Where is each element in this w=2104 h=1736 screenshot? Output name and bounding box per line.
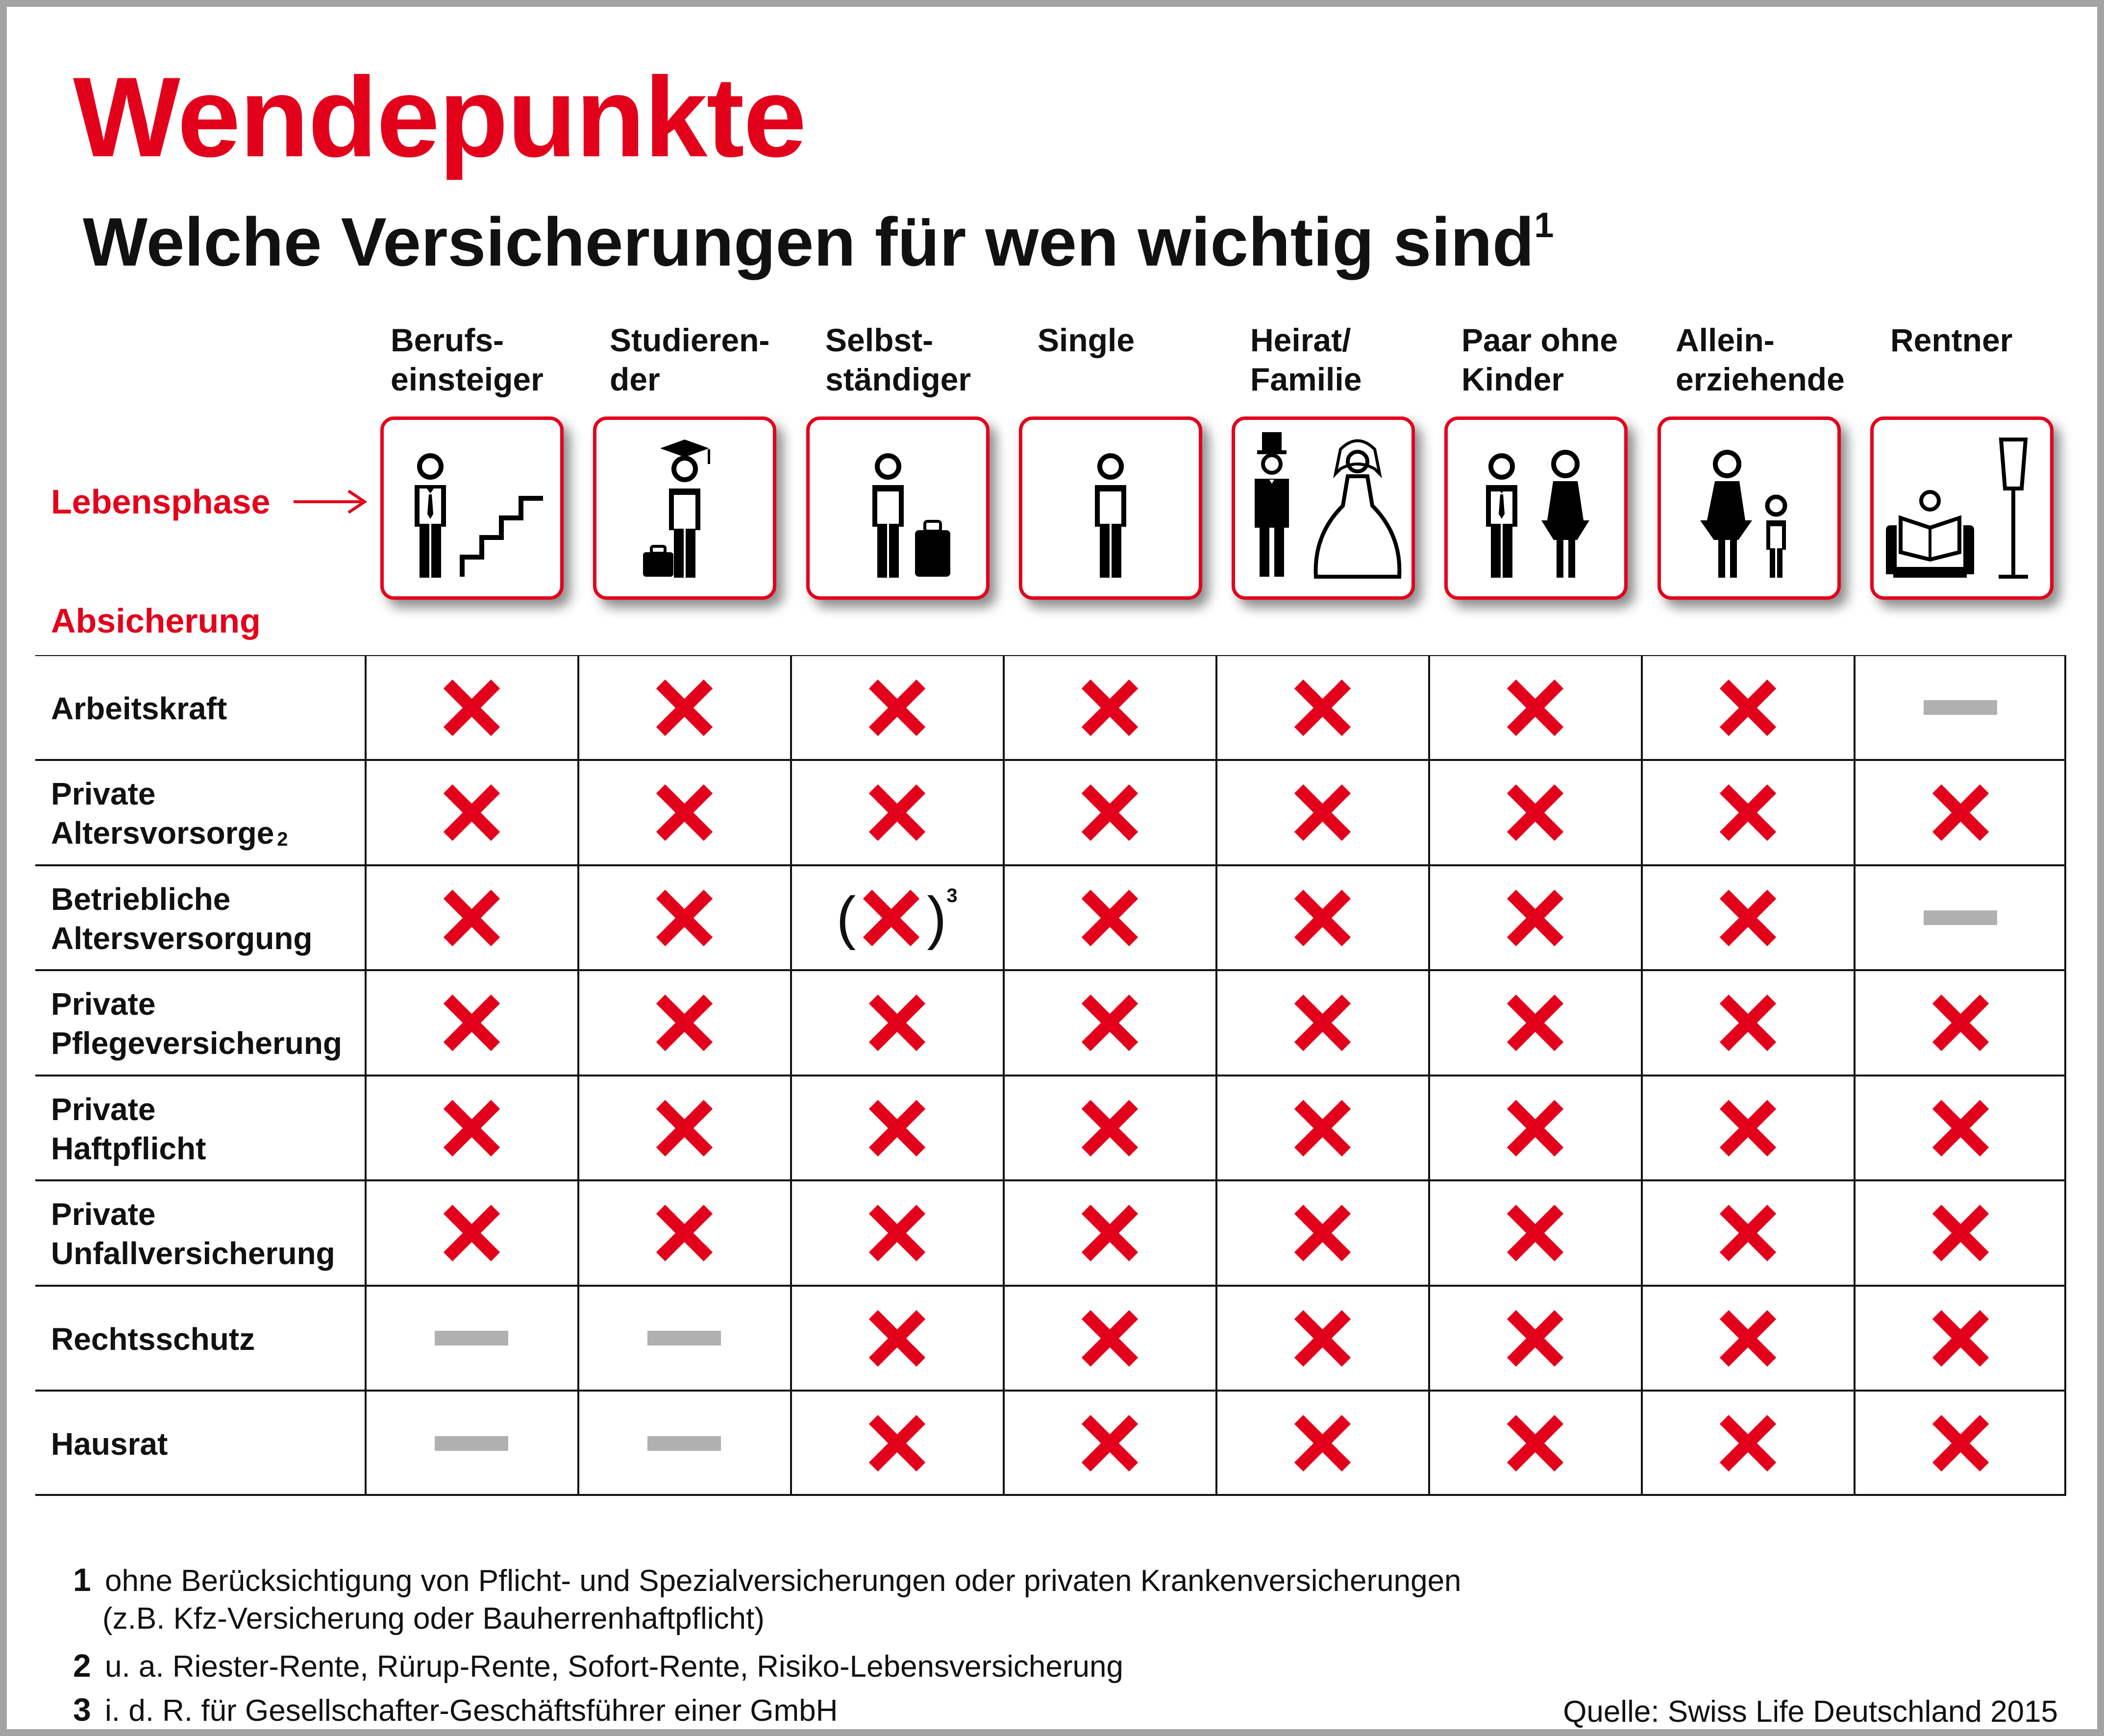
cross-mark-icon — [1429, 760, 1641, 865]
footnote-number: 1 — [73, 1562, 91, 1598]
career-starter-icon-box — [380, 416, 564, 600]
row-footnote-mark: 2 — [277, 829, 288, 850]
cross-mark-icon — [1216, 865, 1428, 970]
cross-mark-icon — [791, 760, 1003, 865]
footnote-number: 3 — [73, 1691, 91, 1728]
cross-mark-icon — [1429, 865, 1641, 970]
cross-mark-icon — [1004, 655, 1215, 760]
cell-footnote-mark: 3 — [946, 885, 958, 906]
source-credit: Quelle: Swiss Life Deutschland 2015 — [1563, 1695, 2058, 1729]
cross-mark-icon — [1429, 655, 1641, 760]
pensioner-icon — [1874, 420, 2050, 596]
cross-mark-icon — [366, 865, 577, 970]
cross-mark-icon — [578, 1076, 790, 1180]
couple-icon — [1448, 420, 1624, 596]
row-label-text: Rechtsschutz — [51, 1321, 255, 1357]
column-label-berufseinsteiger: Berufs- einsteiger — [391, 322, 544, 397]
row-label-text: Betriebliche Altersversorgung — [51, 881, 313, 956]
cross-mark-icon — [1004, 1286, 1215, 1391]
footnote-1 — [73, 1560, 1461, 1601]
self-employed-icon-box — [806, 416, 990, 600]
conditional-cross-mark — [791, 865, 1003, 970]
row-label-text: Private Unfallversicherung — [51, 1197, 335, 1271]
cross-mark-icon — [791, 971, 1003, 1076]
row-label-rechtsschutz — [51, 1287, 360, 1392]
column-label-studierender: Studieren- der — [610, 322, 770, 397]
column-label-heirat-familie: Heirat/ Familie — [1250, 322, 1362, 397]
couple-icon-box — [1444, 416, 1628, 600]
footnote-text: u. a. Riester-Rente, Rürup-Rente, Sofort-Rente, Risiko-Lebensversicherung — [105, 1650, 1123, 1684]
cross-mark-icon — [1216, 655, 1428, 760]
cross-mark-icon — [578, 865, 790, 970]
column-label-rentner: Rentner — [1890, 322, 2013, 358]
self-employed-icon — [810, 420, 986, 596]
single-parent-icon-box — [1658, 416, 1841, 600]
page-title: Wendepunkte — [73, 54, 806, 181]
cross-mark-icon — [366, 760, 577, 865]
row-label-text: Private Haftpflicht — [51, 1092, 206, 1166]
cross-mark-icon — [1216, 760, 1428, 865]
cross-mark-icon — [578, 971, 790, 1076]
cross-mark-icon — [1855, 971, 2066, 1076]
row-label-hausrat — [51, 1392, 360, 1496]
open-paren: ( — [836, 885, 856, 951]
single-person-icon — [1022, 420, 1199, 596]
cross-mark-icon — [366, 655, 577, 760]
row-label-private-altersvorsorge — [51, 761, 360, 866]
lebensphase-label: Lebensphase — [51, 483, 271, 521]
row-label-arbeitskraft — [51, 656, 360, 761]
row-label-private-unfallversicherung — [51, 1181, 360, 1286]
cross-mark-icon — [1216, 1181, 1428, 1286]
arrow-right-icon — [294, 486, 367, 517]
cross-mark-icon — [1642, 1391, 1854, 1496]
subtitle-footnote-mark: 1 — [1534, 206, 1554, 245]
cross-mark-icon — [1004, 1181, 1215, 1286]
cross-mark-icon — [1855, 1286, 2066, 1391]
cross-mark-icon — [791, 1181, 1003, 1286]
footnote-text: i. d. R. für Gesellschafter-Geschäftsführer einer GmbH — [105, 1694, 838, 1728]
cross-mark-icon — [1429, 1076, 1641, 1180]
dash-mark-icon — [578, 1286, 790, 1391]
column-label-selbststaendiger: Selbst- ständiger — [825, 322, 971, 397]
cross-mark-icon — [1642, 971, 1854, 1076]
subtitle-text: Welche Versicherungen für wen wichtig sind — [83, 203, 1535, 280]
cross-mark-icon — [578, 760, 790, 865]
column-label-single: Single — [1038, 322, 1135, 358]
cross-mark-icon — [1004, 865, 1215, 970]
cross-mark-icon — [578, 1181, 790, 1286]
cross-mark-icon — [1855, 1391, 2066, 1496]
cross-mark-icon — [861, 887, 922, 949]
cross-mark-icon — [1429, 1181, 1641, 1286]
row-label-private-pflegeversicherung — [51, 971, 360, 1076]
student-icon-box — [593, 416, 776, 600]
column-label-paar-ohne-kinder: Paar ohne Kinder — [1461, 322, 1618, 397]
row-label-text: Private Altersvorsorge — [51, 776, 274, 851]
dash-mark-icon — [1855, 865, 2066, 970]
cross-mark-icon — [1004, 760, 1215, 865]
footnote-text: ohne Berücksichtigung von Pflicht- und Spezialversicherungen oder privaten Krankenversicherungen — [105, 1564, 1461, 1598]
single-parent-icon — [1661, 420, 1837, 596]
cross-mark-icon — [1642, 1181, 1854, 1286]
cross-mark-icon — [1855, 760, 2066, 865]
cross-mark-icon — [1216, 1391, 1428, 1496]
cross-mark-icon — [791, 1286, 1003, 1391]
student-icon — [596, 420, 773, 596]
cross-mark-icon — [578, 655, 790, 760]
career-starter-icon — [384, 420, 560, 596]
cross-mark-icon — [1642, 655, 1854, 760]
row-label-text: Hausrat — [51, 1426, 168, 1462]
cross-mark-icon — [1642, 760, 1854, 865]
dash-mark-icon — [1855, 655, 2066, 760]
cross-mark-icon — [1216, 1076, 1428, 1180]
footnote-number: 2 — [73, 1647, 91, 1684]
row-label-private-haftpflicht — [51, 1076, 360, 1181]
page-subtitle — [83, 203, 1554, 280]
dash-mark-icon — [578, 1391, 790, 1496]
cross-mark-icon — [1429, 1391, 1641, 1496]
cross-mark-icon — [366, 1181, 577, 1286]
cross-mark-icon — [366, 971, 577, 1076]
single-person-icon-box — [1019, 416, 1202, 600]
cross-mark-icon — [1855, 1181, 2066, 1286]
cross-mark-icon — [791, 655, 1003, 760]
cross-mark-icon — [1004, 1076, 1215, 1180]
pensioner-icon-box — [1870, 416, 2054, 600]
column-label-alleinerziehende: Allein- erziehende — [1676, 322, 1845, 397]
cross-mark-icon — [1004, 1391, 1215, 1496]
wedding-couple-icon-box — [1232, 416, 1415, 600]
cross-mark-icon — [1429, 1286, 1641, 1391]
absicherung-label: Absicherung — [51, 602, 261, 640]
cross-mark-icon — [1642, 1286, 1854, 1391]
cross-mark-icon — [791, 1391, 1003, 1496]
row-label-betriebliche-altersversorgung — [51, 866, 360, 971]
footnote-2 — [73, 1646, 1123, 1687]
cross-mark-icon — [1216, 971, 1428, 1076]
cross-mark-icon — [1855, 1076, 2066, 1180]
row-label-text: Private Pflegeversicherung — [51, 986, 342, 1061]
cross-mark-icon — [1216, 1286, 1428, 1391]
footnote-1-continuation: (z.B. Kfz-Versicherung oder Bauherrenhaftpflicht) — [102, 1602, 765, 1636]
cross-mark-icon — [1642, 865, 1854, 970]
footnote-3 — [73, 1690, 838, 1731]
close-paren: ) — [927, 885, 947, 951]
dash-mark-icon — [366, 1391, 577, 1496]
cross-mark-icon — [1004, 971, 1215, 1076]
cross-mark-icon — [366, 1076, 577, 1180]
wedding-couple-icon — [1235, 420, 1411, 596]
cross-mark-icon — [1642, 1076, 1854, 1180]
cross-mark-icon — [1429, 971, 1641, 1076]
dash-mark-icon — [366, 1286, 577, 1391]
row-label-text: Arbeitskraft — [51, 691, 227, 726]
cross-mark-icon — [791, 1076, 1003, 1180]
